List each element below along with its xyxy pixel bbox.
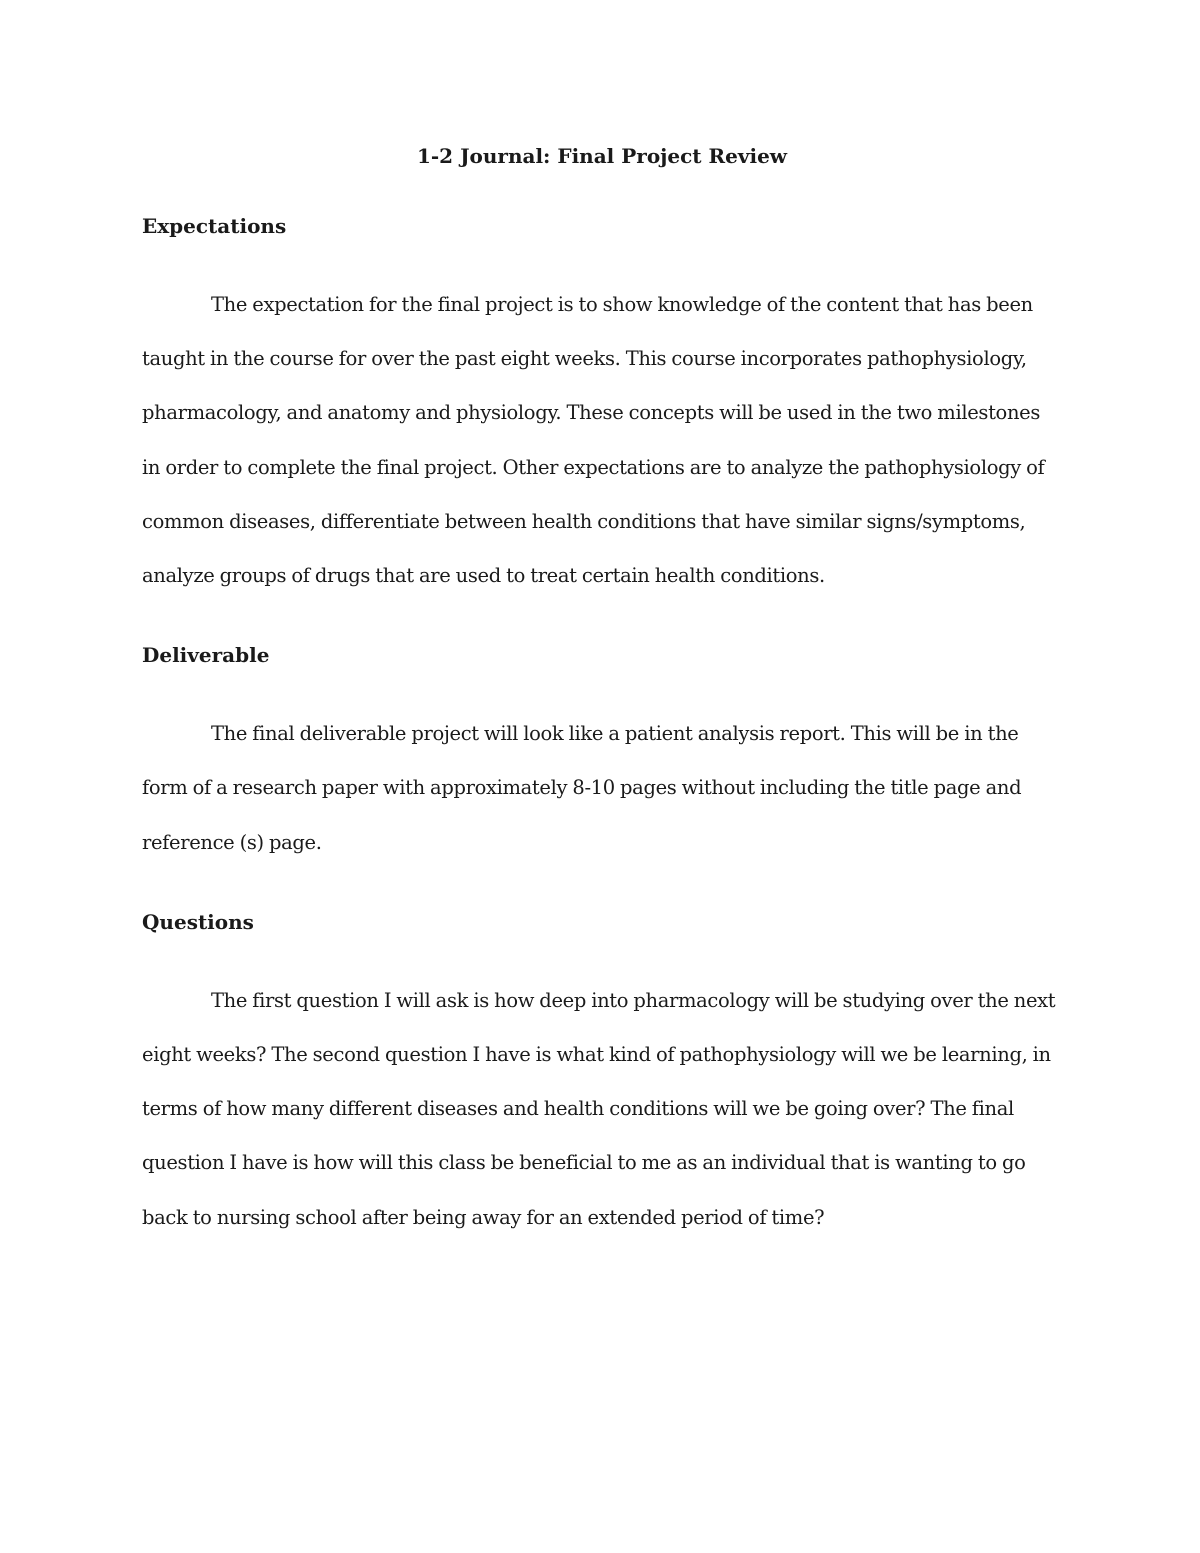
paragraph-line: terms of how many different diseases and health conditions will we be going over? The final (142, 1097, 1014, 1121)
paragraph-line: common diseases, differentiate between health conditions that have similar signs/symptoms, (142, 509, 1026, 533)
paragraph-deliverable (142, 707, 1062, 870)
section-heading-questions: Questions (142, 909, 254, 934)
paragraph-line: analyze groups of drugs that are used to treat certain health conditions. (142, 564, 825, 588)
paragraph-line: eight weeks? The second question I have is what kind of pathophysiology will we be learning, in (142, 1043, 1051, 1067)
paragraph-line: The expectation for the final project is to show knowledge of the content that has been (211, 293, 1033, 316)
paragraph-line: The first question I will ask is how deep into pharmacology will be studying over the next (211, 988, 1056, 1012)
paragraph-questions (142, 974, 1062, 1245)
paragraph-expectations (142, 278, 1062, 603)
paragraph-line: form of a research paper with approximately 8-10 pages without including the title page and (142, 776, 1022, 800)
document-title: 1-2 Journal: Final Project Review (416, 144, 788, 168)
paragraph-line: in order to complete the final project. Other expectations are to analyze the pathophysiology of (142, 455, 1045, 479)
document-body (142, 138, 1062, 1245)
paragraph-line: back to nursing school after being away for an extended period of time? (142, 1205, 825, 1229)
section-heading-deliverable: Deliverable (142, 643, 270, 668)
paragraph-line: The final deliverable project will look like a patient analysis report. This will be in the (211, 722, 1019, 746)
paragraph-line: pharmacology, and anatomy and physiology. These concepts will be used in the two milestones (142, 401, 1040, 425)
paragraph-line: taught in the course for over the past eight weeks. This course incorporates pathophysiology, (142, 347, 1027, 371)
paragraph-line: reference (s) page. (142, 830, 322, 854)
section-heading-expectations: Expectations (142, 214, 287, 238)
paragraph-line: question I have is how will this class be beneficial to me as an individual that is wanting to go (142, 1151, 1026, 1175)
